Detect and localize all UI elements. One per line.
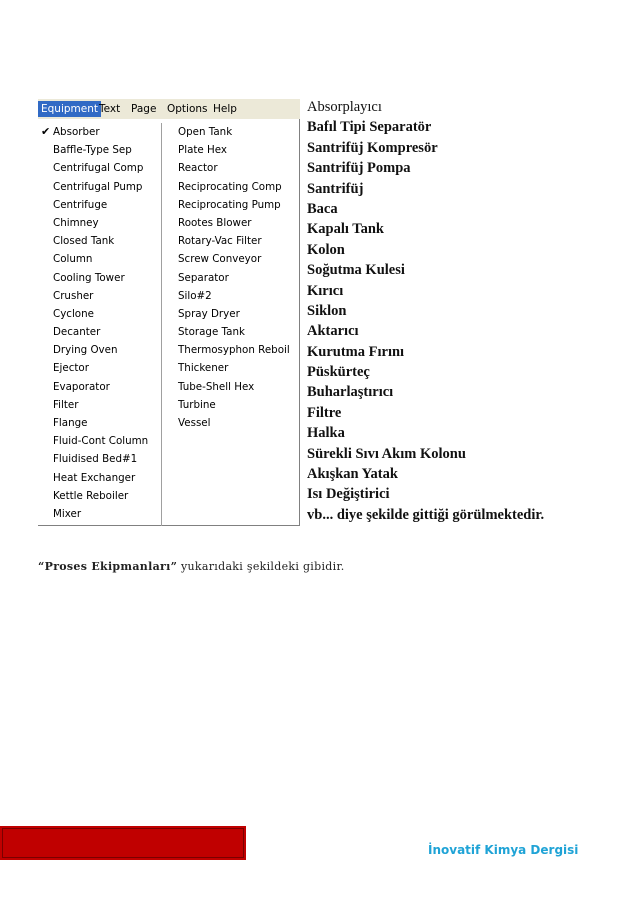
menu-item-label: Screw Conveyor — [178, 253, 262, 266]
menu-item-label: Silo#2 — [178, 289, 212, 302]
menu-item-label: Thickener — [178, 362, 229, 375]
menu-item-label: Centrifugal Pump — [53, 180, 143, 193]
menu-options[interactable]: Options — [167, 103, 208, 115]
caption — [38, 560, 345, 573]
translation-item: Sürekli Sıvı Akım Kolonu — [307, 445, 466, 462]
menu-item-label: Cyclone — [53, 307, 94, 320]
translation-item: Kapalı Tank — [307, 221, 384, 238]
menu-item-label: Tube-Shell Hex — [178, 380, 255, 393]
translation-item: Püskürteç — [307, 364, 370, 381]
turkish-translation-list — [307, 97, 607, 525]
caption-text: yukarıdaki şekildeki gibidir. — [177, 560, 345, 573]
menu-item[interactable] — [162, 123, 300, 141]
translation-item: Akışkan Yatak — [307, 466, 398, 483]
equipment-dropdown — [38, 119, 300, 526]
menu-item-label: Centrifugal Comp — [53, 162, 144, 175]
menu-item[interactable] — [162, 378, 300, 396]
menu-item[interactable] — [38, 359, 160, 377]
menu-item-label: Fluidised Bed#1 — [53, 453, 138, 466]
translation-item: Filtre — [307, 404, 342, 421]
page-number: 36 — [213, 11, 225, 25]
menu-item[interactable] — [38, 123, 160, 141]
menu-item[interactable] — [162, 232, 300, 250]
menu-item[interactable] — [38, 323, 160, 341]
menu-item[interactable] — [38, 178, 160, 196]
menu-item-label: Absorber — [53, 126, 100, 138]
menu-equipment[interactable]: Equipment — [38, 101, 101, 117]
menu-item-label: Plate Hex — [178, 144, 228, 157]
menu-item-label: Reciprocating Pump — [178, 198, 281, 211]
menu-item[interactable] — [162, 196, 300, 214]
menu-item-label: Rootes Blower — [178, 216, 252, 229]
menu-item[interactable] — [38, 505, 160, 523]
menu-item[interactable] — [38, 287, 160, 305]
menu-item[interactable] — [162, 287, 300, 305]
menu-item[interactable] — [162, 269, 300, 287]
menu-item[interactable] — [162, 359, 300, 377]
equipment-menu-screenshot — [38, 99, 300, 526]
menu-item-label: Spray Dryer — [178, 307, 240, 320]
menu-item[interactable] — [38, 196, 160, 214]
menu-item-label: Decanter — [53, 326, 101, 339]
menu-item-label: Flange — [53, 417, 88, 429]
menu-item[interactable] — [162, 178, 300, 196]
menu-item[interactable] — [38, 269, 160, 287]
menu-item[interactable] — [162, 214, 300, 232]
menu-item[interactable] — [162, 414, 300, 432]
menu-item[interactable] — [38, 487, 160, 505]
menu-text[interactable]: Text — [99, 103, 121, 115]
menu-item[interactable] — [38, 232, 160, 250]
translation-item: Siklon — [307, 302, 347, 319]
translation-item: Aktarıcı — [307, 323, 359, 340]
menu-page[interactable]: Page — [131, 103, 157, 115]
menu-item[interactable] — [38, 414, 160, 432]
menu-item[interactable] — [38, 341, 160, 359]
menu-item[interactable] — [162, 141, 300, 159]
menu-item-label: Mixer — [53, 507, 82, 520]
menu-item[interactable] — [38, 141, 160, 159]
menu-item[interactable] — [162, 396, 300, 414]
menu-item[interactable] — [38, 378, 160, 396]
menu-item[interactable] — [38, 159, 160, 177]
menu-item[interactable] — [162, 250, 300, 268]
translation-item: Kırıcı — [307, 282, 344, 299]
magazine-name: İnovatif Kimya Dergisi — [428, 843, 579, 857]
translation-item: Soğutma Kulesi — [307, 262, 405, 279]
menu-item[interactable] — [162, 341, 300, 359]
dropdown-column-1 — [38, 123, 160, 523]
menu-item[interactable] — [38, 450, 160, 468]
menu-item-label: Vessel — [178, 417, 211, 429]
menu-item-label: Column — [53, 253, 93, 266]
menu-item-label: Open Tank — [178, 126, 233, 138]
translation-item: vb... diye şekilde gittiği görülmektedir. — [307, 506, 545, 523]
menu-item-label: Heat Exchanger — [53, 471, 136, 484]
footer-page-box — [0, 826, 246, 860]
menu-item-label: Storage Tank — [178, 326, 245, 339]
translation-item: Halka — [307, 425, 345, 442]
checkmark-icon: ✔ — [41, 125, 51, 138]
menu-help[interactable]: Help — [213, 103, 237, 115]
menu-item-label: Crusher — [53, 289, 94, 302]
translation-item: Bafıl Tipi Separatör — [307, 119, 432, 136]
menu-item[interactable] — [38, 469, 160, 487]
menu-item[interactable] — [38, 214, 160, 232]
menu-item-label: Baffle-Type Sep — [53, 144, 132, 157]
menu-item[interactable] — [162, 159, 300, 177]
translation-item: Santrifüj — [307, 180, 364, 197]
dropdown-column-2 — [161, 123, 300, 526]
translation-item: Buharlaştırıcı — [307, 384, 394, 401]
menu-item-label: Ejector — [53, 362, 89, 375]
menu-item-label: Chimney — [53, 216, 99, 229]
menu-item[interactable] — [38, 250, 160, 268]
translation-item: Isı Değiştirici — [307, 486, 390, 503]
translation-item: Kurutma Fırını — [307, 343, 405, 360]
menu-item-label: Filter — [53, 398, 79, 411]
footer-page-box-inner — [2, 828, 244, 858]
menu-item-label: Centrifuge — [53, 198, 108, 211]
menubar — [38, 99, 300, 119]
menu-item-label: Fluid-Cont Column — [53, 435, 149, 448]
menu-item-label: Drying Oven — [53, 344, 118, 357]
menu-item-label: Closed Tank — [53, 235, 115, 248]
caption-quoted-term: “Proses Ekipmanları” — [38, 560, 178, 573]
menu-item[interactable] — [162, 305, 300, 323]
menu-item-label: Reactor — [178, 162, 218, 175]
menu-item-label: Rotary-Vac Filter — [178, 235, 262, 248]
translation-item: Santrifüj Pompa — [307, 160, 411, 177]
translation-item: Baca — [307, 200, 338, 217]
menu-item-label: Thermosyphon Reboil — [178, 344, 290, 357]
menu-item-label: Evaporator — [53, 380, 110, 393]
translation-item: Santrifüj Kompresör — [307, 139, 438, 156]
menu-item[interactable] — [162, 323, 300, 341]
menu-item-label: Cooling Tower — [53, 271, 125, 284]
menu-item-label: Separator — [178, 271, 229, 284]
translation-item: Kolon — [307, 241, 345, 258]
menu-item-label: Reciprocating Comp — [178, 180, 282, 193]
menu-item-label: Kettle Reboiler — [53, 489, 129, 502]
translation-item: Absorplayıcı — [307, 99, 382, 115]
menu-item-label: Turbine — [178, 398, 216, 411]
menu-item[interactable] — [38, 305, 160, 323]
menu-item[interactable] — [38, 432, 160, 450]
menu-item[interactable] — [38, 396, 160, 414]
